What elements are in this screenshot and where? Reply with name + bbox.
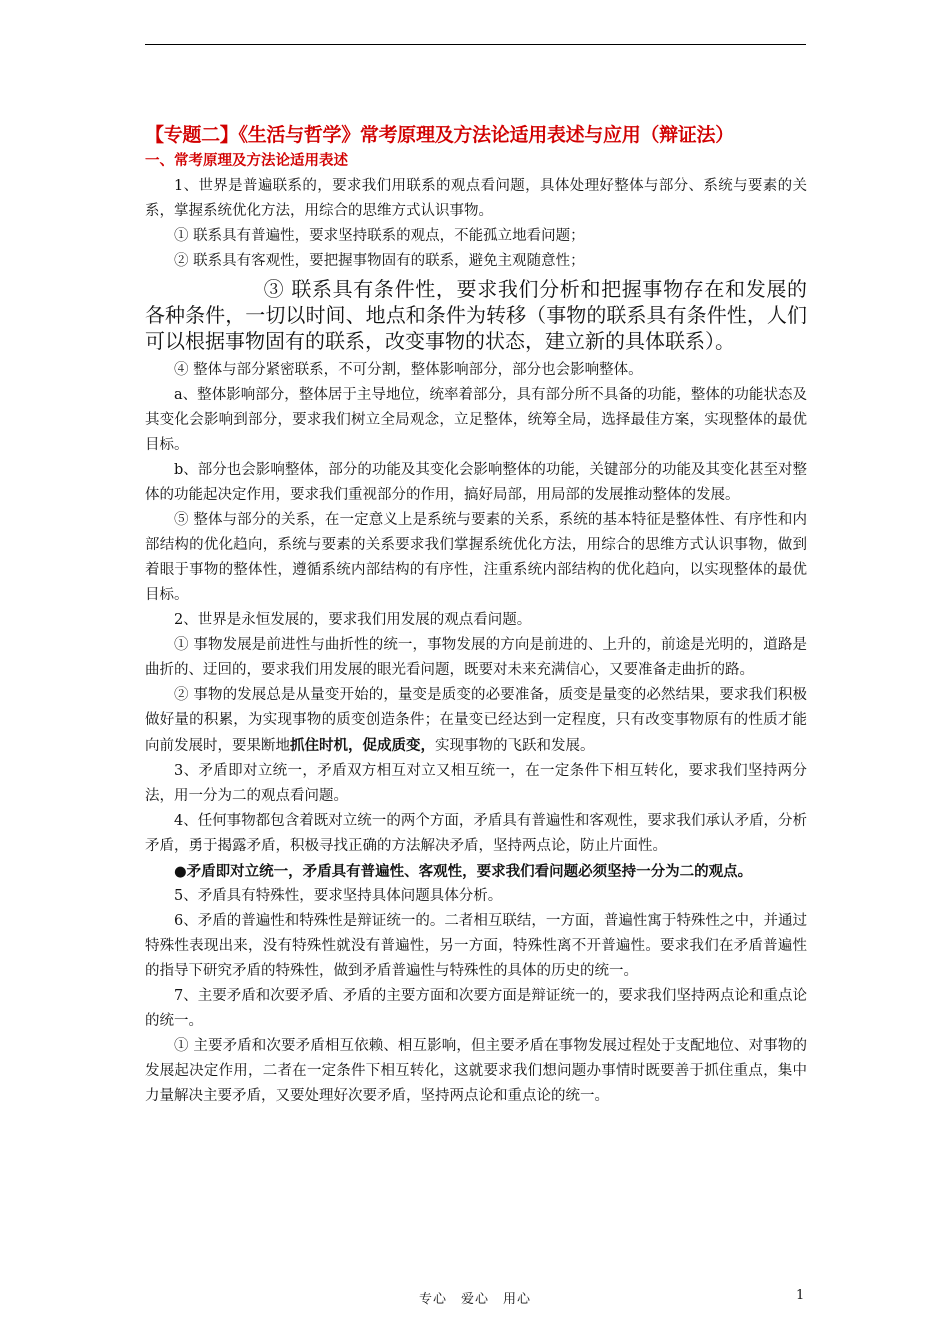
- paragraph: ② 联系具有客观性，要把握事物固有的联系，避免主观随意性；: [174, 253, 585, 269]
- paragraph: [145, 683, 807, 759]
- paragraph: 7、主要矛盾和次要矛盾、矛盾的主要方面和次要方面是辩证统一的，要求我们坚持两点论和重点论的统一。: [145, 988, 807, 1029]
- page-title: 【专题二】《生活与哲学》常考原理及方法论适用表述与应用（辩证法）: [145, 124, 734, 146]
- paragraph: 3、矛盾即对立统一，矛盾双方相互对立又相互统一，在一定条件下相互转化，要求我们坚持两分法，用一分为二的观点看问题。: [145, 763, 807, 804]
- paragraph: a、整体影响部分，整体居于主导地位，统率着部分，具有部分所不具备的功能，整体的功能状态及其变化会影响到部分，要求我们树立全局观念，立足整体，统筹全局，选择最佳方案，实现整体的最优目标。: [145, 387, 807, 453]
- paragraph-text: ② 事物的发展总是从量变开始的，量变是质变的必要准备，质变是量变的必然结果，要求我们积极做好量的积累，为实现事物的质变创造条件；在量变已经达到一定程度，只有改变事物原有的性质才能向前发展时，要果断地: [145, 687, 807, 754]
- header-rule: [145, 44, 806, 45]
- emphasis-text: 抓住时机，促成质变，: [290, 737, 435, 754]
- page-footer: 专心 爱心 用心: [418, 1292, 531, 1307]
- section-heading: 一、常考原理及方法论适用表述: [145, 152, 348, 169]
- paragraph-large-text: ③ 联系具有条件性，要求我们分析和把握事物存在和发展的各种条件，一切以时间、地点和条件为转移（事物的联系具有条件性，人们可以根据事物固有的联系，改变事物的状态，建立新的具体联系）。: [145, 277, 807, 353]
- paragraph: ① 事物发展是前进性与曲折性的统一，事物发展的方向是前进的、上升的，前途是光明的，道路是曲折的、迂回的，要求我们用发展的眼光看问题，既要对未来充满信心，又要准备走曲折的路。: [145, 637, 807, 678]
- paragraph: 4、任何事物都包含着既对立统一的两个方面，矛盾具有普遍性和客观性，要求我们承认矛盾，分析矛盾，勇于揭露矛盾，积极寻找正确的方法解决矛盾，坚持两点论，防止片面性。: [145, 813, 807, 854]
- page-number: 1: [796, 1288, 805, 1303]
- document-body: [145, 120, 807, 1109]
- paragraph: 1、世界是普遍联系的，要求我们用联系的观点看问题，具体处理好整体与部分、系统与要素的关系，掌握系统优化方法，用综合的思维方式认识事物。: [145, 178, 807, 219]
- paragraph-large: [145, 276, 807, 354]
- paragraph: ① 主要矛盾和次要矛盾相互依赖、相互影响，但主要矛盾在事物发展过程处于支配地位、对事物的发展起决定作用，二者在一定条件下相互转化，这就要求我们想问题办事情时既要善于抓住重点，集中力量解决主要矛盾，又要处理好次要矛盾，坚持两点论和重点论的统一。: [145, 1038, 807, 1104]
- paragraph: 2、世界是永恒发展的，要求我们用发展的观点看问题。: [174, 612, 532, 628]
- paragraph-text: 实现事物的飞跃和发展。: [435, 738, 595, 754]
- paragraph: 6、矛盾的普遍性和特殊性是辩证统一的。二者相互联结，一方面，普遍性寓于特殊性之中，并通过特殊性表现出来，没有特殊性就没有普遍性，另一方面，特殊性离不开普遍性。要求我们在矛盾普遍性的指导下研究矛盾的特殊性，做到矛盾普遍性与特殊性的具体的历史的统一。: [145, 913, 807, 979]
- paragraph: ① 联系具有普遍性，要求坚持联系的观点，不能孤立地看问题；: [174, 228, 585, 244]
- paragraph: 5、矛盾具有特殊性，要求坚持具体问题具体分析。: [174, 888, 503, 904]
- paragraph: ⑤ 整体与部分的关系，在一定意义上是系统与要素的关系，系统的基本特征是整体性、有序性和内部结构的优化趋向，系统与要素的关系要求我们掌握系统优化方法，用综合的思维方式认识事物，做到着眼于事物的整体性，遵循系统内部结构的有序性，注重系统内部结构的优化趋向，以实现整体的最优目标。: [145, 512, 807, 603]
- paragraph: b、部分也会影响整体，部分的功能及其变化会影响整体的功能，关键部分的功能及其变化甚至对整体的功能起决定作用，要求我们重视部分的作用，搞好局部，用局部的发展推动整体的发展。: [145, 462, 807, 503]
- paragraph: ④ 整体与部分紧密联系，不可分割，整体影响部分，部分也会影响整体。: [174, 362, 643, 378]
- bullet-paragraph: ●矛盾即对立统一，矛盾具有普遍性、客观性，要求我们看问题必须坚持一分为二的观点。: [174, 863, 753, 880]
